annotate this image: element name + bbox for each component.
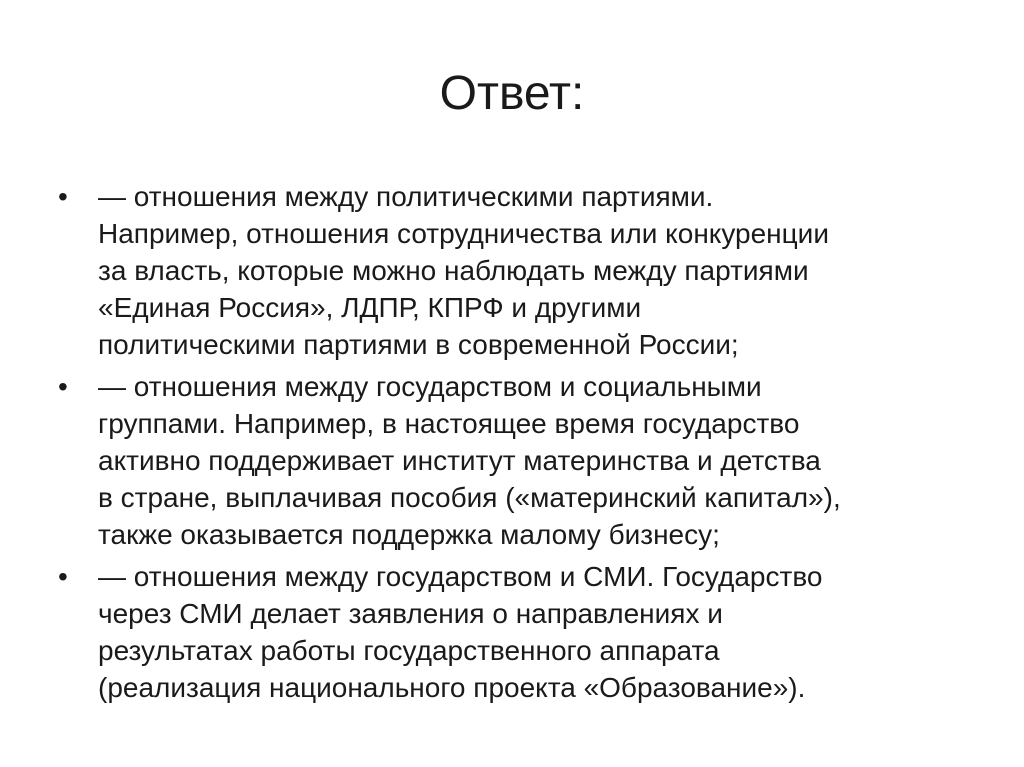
bullet-item: [0, 368, 1024, 553]
bullet-line: политическими партиями в современной России;: [98, 329, 739, 360]
bullet-icon: •: [58, 181, 68, 212]
bullet-icon: •: [58, 561, 68, 592]
bullet-line: результатах работы государственного аппарата: [98, 635, 720, 666]
bullet-text: [98, 178, 978, 363]
bullet-line: «Единая Россия», ЛДПР, КПРФ и другими: [98, 292, 642, 323]
bullet-icon: •: [58, 371, 68, 402]
slide-title: Ответ:: [439, 67, 585, 120]
bullet-line: за власть, которые можно наблюдать между партиями: [98, 255, 809, 286]
bullet-line: группами. Например, в настоящее время государство: [98, 408, 800, 439]
bullet-line: — отношения между политическими партиями.: [98, 181, 714, 212]
bullet-line: — отношения между государством и СМИ. Государство: [98, 561, 823, 592]
bullet-item: [0, 558, 1024, 706]
bullet-line: (реализация национального проекта «Образование»).: [98, 672, 806, 703]
bullet-item: [0, 178, 1024, 363]
bullet-line: — отношения между государством и социальными: [98, 371, 762, 402]
bullet-line: Например, отношения сотрудничества или конкуренции: [98, 218, 829, 249]
bullet-text: [98, 368, 978, 553]
bullet-line: через СМИ делает заявления о направлениях и: [98, 598, 723, 629]
bullet-text: [98, 558, 978, 706]
bullet-line: активно поддерживает институт материнства и детства: [98, 445, 821, 476]
bullet-line: также оказывается поддержка малому бизнесу;: [98, 519, 720, 550]
bullet-list: [0, 178, 1024, 706]
bullet-line: в стране, выплачивая пособия («материнский капитал»),: [98, 482, 841, 513]
